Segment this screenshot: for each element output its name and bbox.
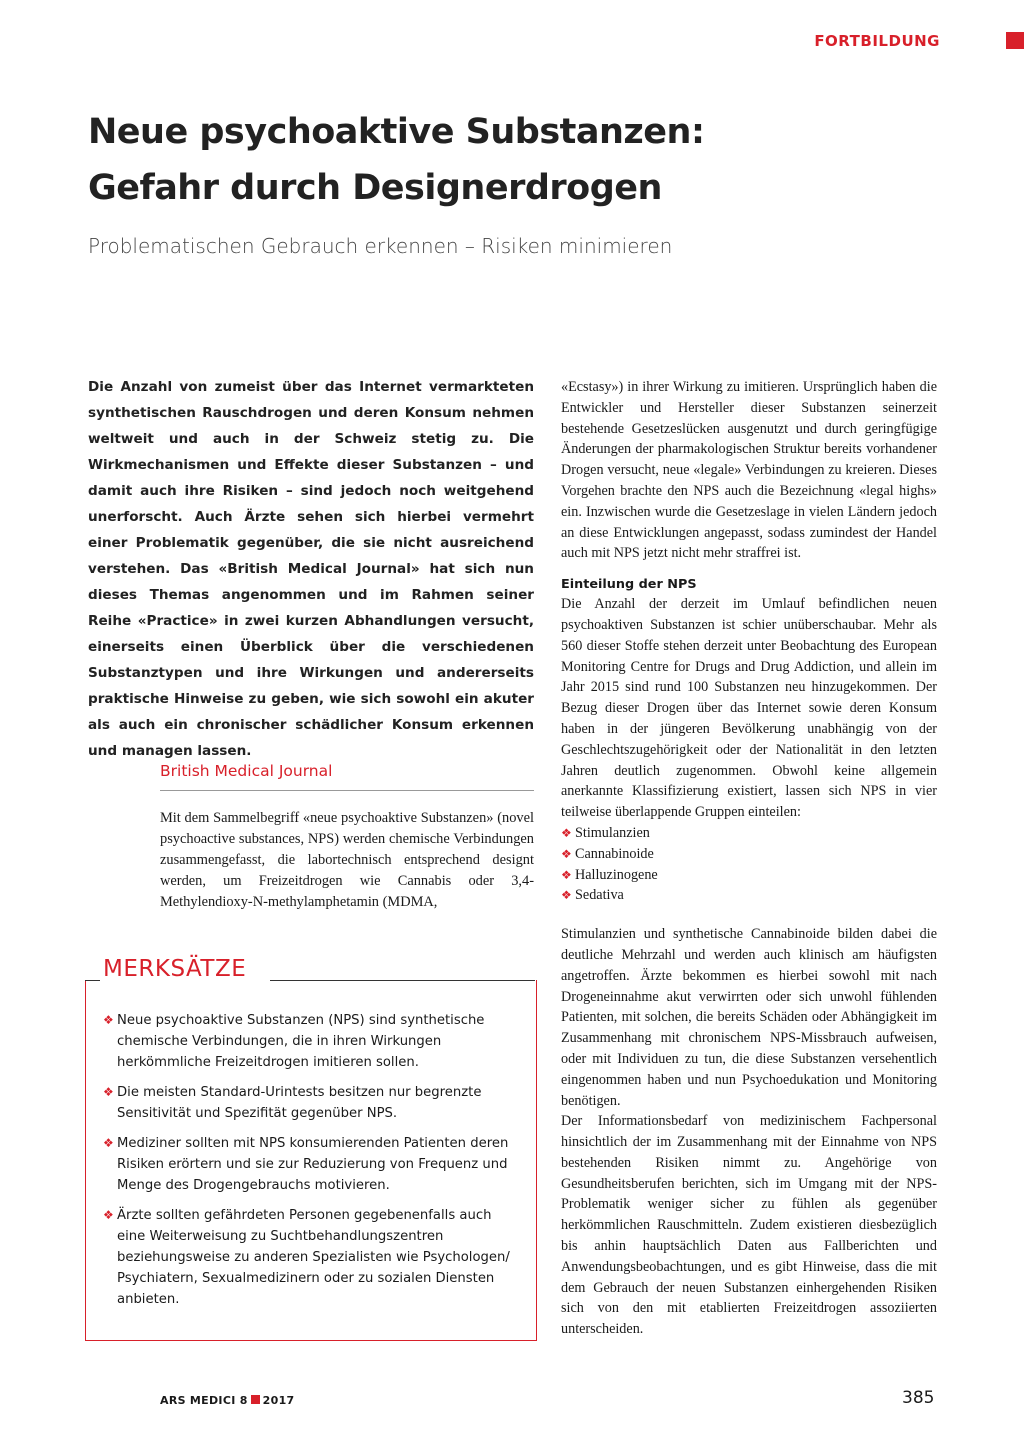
body-paragraph: «Ecstasy») in ihrer Wirkung zu imitieren. Ursprünglich haben die Entwickler und Hersteller dieser Substanzen seinerzeit bestehende Gesetzeslücken ausgenutzt und durch geringfügige Änderungen der pharmakologischen Struktur bereits vorhandener Drogen versucht, neue «legale» Verbindungen zu kreieren. Dieses Vorgehen brachte den NPS auch die Bezeichnung «legal highs» ein. Inzwischen wurde die Gesetzeslage in vielen Ländern jedoch an diese Entwicklungen angepasst, sodass zumindest der Handel auch mit NPS jetzt nicht mehr straffrei ist. — [561, 379, 937, 562]
list-item — [561, 844, 937, 865]
diamond-bullet-icon: ❖ — [561, 867, 572, 882]
merksaetze-title: MERKSÄTZE — [103, 956, 247, 982]
section-heading-bmj: British Medical Journal — [160, 762, 333, 780]
article-title — [88, 104, 888, 216]
list-item — [561, 885, 937, 906]
list-item-text: Die meisten Standard-Urintests besitzen nur begrenzte Sensitivität und Spezifität gegenüber NPS. — [117, 1085, 482, 1121]
list-item-text: Sedativa — [575, 887, 624, 904]
box-rule-right — [270, 980, 535, 981]
nps-group-list — [561, 823, 937, 906]
body-paragraph: Die Anzahl der derzeit im Umlauf befindlichen neuen psychoaktiven Substanzen ist schier unüberschaubar. Mehr als 560 dieser Stoffe stehen derzeit unter Beobachtung des European Monitoring Centre for Drugs and Drug Addiction, und allein im Jahr 2015 sind rund 100 Substanzen neu hinzugekommen. Der Bezug dieser Drogen über das Internet sowie deren Konsum haben in der jüngeren Bevölkerung unabhängig von der Geschlechtszugehörigkeit oder der Nationalität in den letzten Jahren deutlich zugenommen. Obwohl keine allgemein anerkannte Klassifizierung existiert, lassen sich NPS in vier teilweise überlappende Gruppen einteilen: — [561, 596, 937, 821]
section-label: FORTBILDUNG — [814, 32, 940, 50]
diamond-bullet-icon: ❖ — [561, 825, 572, 840]
list-item-text: Halluzinogene — [575, 866, 658, 883]
merksaetze-list — [103, 1010, 523, 1319]
footer-square — [251, 1395, 260, 1404]
diamond-bullet-icon: ❖ — [103, 1013, 114, 1027]
list-item — [103, 1133, 523, 1196]
section-heading-einteilung: Einteilung der NPS — [561, 577, 697, 593]
article-subtitle: Problematischen Gebrauch erkennen – Risiken minimieren — [88, 234, 673, 258]
list-item-text: Ärzte sollten gefährdeten Personen gegebenenfalls auch eine Weiterweisung zu Suchtbehandlungszentren beziehungsweise zu anderen Spezialisten wie Psychologen/ Psychiatern, Sexualmedizinern oder zu sozialen Diensten anbieten. — [117, 1208, 510, 1307]
body-paragraph: Der Informationsbedarf von medizinischem Fachpersonal hinsichtlich der im Zusammenhang mit der Einnahme von NPS bestehenden Risiken nimmt zu. Angehörige von Gesundheitsberufen berichten, sich im Umgang mit der NPS-Problematik weniger sicher zu fühlen als gegenüber herkömmlichen Rauschmitteln. Zudem existieren diesbezüglich bis anhin hauptsächlich Daten aus Fallberichten und Anwendungsbeobachtungen, und es gibt Hinweise, dass die mit dem Gebrauch der neuen Substanzen einhergehenden Risiken sich von den mit etablierten Freizeitdrogen assoziierten unterscheiden. — [561, 1113, 937, 1338]
list-item — [561, 823, 937, 844]
footer-journal — [160, 1394, 295, 1407]
diamond-bullet-icon: ❖ — [103, 1085, 114, 1099]
page-number: 385 — [902, 1388, 935, 1408]
list-item-text: Mediziner sollten mit NPS konsumierenden Patienten deren Risiken erörtern und sie zur Reduzierung von Frequenz und Menge des Drogengebrauchs motivieren. — [117, 1136, 509, 1193]
list-item-text: Neue psychoaktive Substanzen (NPS) sind synthetische chemische Verbindungen, die in ihren Wirkungen herkömmliche Freizeitdrogen imitieren sollen. — [117, 1013, 485, 1070]
diamond-bullet-icon: ❖ — [561, 888, 572, 903]
list-item — [103, 1082, 523, 1124]
list-item — [103, 1010, 523, 1073]
corner-marker — [1006, 32, 1024, 49]
list-item — [561, 865, 937, 886]
list-item-text: Stimulanzien — [575, 824, 650, 841]
journal-year: 2017 — [262, 1394, 295, 1407]
lead-paragraph: Die Anzahl von zumeist über das Internet vermarkteten synthetischen Rauschdrogen und deren Konsum nehmen weltweit und auch in der Schweiz stetig zu. Die Wirkmechanismen und Effekte dieser Substanzen – und damit auch ihre Risiken – sind jedoch noch weitgehend unerforscht. Auch Ärzte sehen sich hierbei vermehrt einer Problematik gegenüber, die sie nicht ausreichend verstehen. Das «British Medical Journal» hat sich nun dieses Themas angenommen und im Rahmen seiner Reihe «Practice» in zwei kurzen Abhandlungen versucht, einerseits einen Überblick über die verschiedenen Substanztypen und ihre Wirkungen und andererseits praktische Hinweise zu geben, wie sich sowohl ein akuter als auch ein chronischer schädlicher Konsum erkennen und managen lassen. — [88, 379, 534, 759]
diamond-bullet-icon: ❖ — [103, 1136, 114, 1150]
list-item — [103, 1205, 523, 1310]
journal-name: ARS MEDICI 8 — [160, 1394, 248, 1407]
box-rule-left — [85, 980, 100, 981]
title-line-2: Gefahr durch Designerdrogen — [88, 168, 662, 208]
list-item-text: Cannabinoide — [575, 845, 654, 862]
title-line-1: Neue psychoaktive Substanzen: — [88, 112, 705, 152]
body-paragraph: Mit dem Sammelbegriff «neue psychoaktive Substanzen» (novel psychoactive substances, NPS) werden chemische Verbindungen zusammengefasst, die labortechnisch entsprechend designt werden, um Freizeitdrogen wie Cannabis oder 3,4-Methylendioxy-N-methylamphetamin (MDMA, — [160, 810, 534, 910]
divider — [160, 790, 534, 791]
diamond-bullet-icon: ❖ — [561, 846, 572, 861]
right-column — [561, 377, 937, 1340]
body-paragraph: Stimulanzien und synthetische Cannabinoide bilden dabei die deutliche Mehrzahl und werden auch klinisch am häufigsten angetroffen. Ärzte bekommen es hierbei sowohl mit nach Drogeneinnahme akut verwirrten oder sich unwohl fühlenden Patienten, mit solchen, die bereits Schäden oder Abhängigkeit im Zusammenhang mit chronischem NPS-Missbrauch aufweisen, oder mit Individuen zu tun, die diese Substanzen versehentlich eingenommen haben und nun Psychoedukation und Monitoring benötigen. — [561, 926, 937, 1109]
diamond-bullet-icon: ❖ — [103, 1208, 114, 1222]
